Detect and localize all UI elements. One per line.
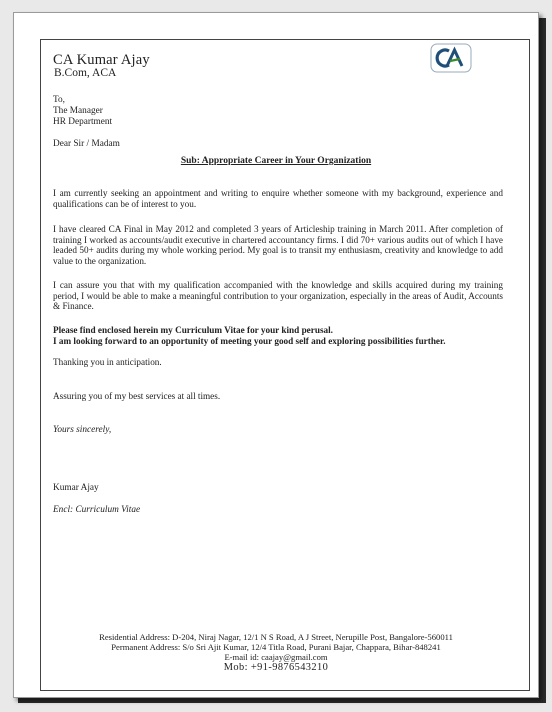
closing: Yours sincerely,	[53, 425, 112, 435]
recipient-line-2: The Manager	[53, 106, 103, 116]
body-paragraph-5: Thanking you in anticipation.	[53, 357, 162, 367]
body-paragraph-3: I can assure you that with my qualification accompanied with the knowledge and skills acquired during my training period, I would be able to make a meaningful contribution to your organization, especially in the areas of Audit, Accounts & Finance.	[53, 280, 503, 312]
body-paragraph-6: Assuring you of my best services at all times.	[53, 391, 221, 401]
permanent-address: Permanent Address: S/o Sri Ajit Kumar, 12/4 Titla Road, Purani Bajar, Chappara, Bihar-848241	[111, 642, 441, 653]
page-shadow-right	[539, 18, 546, 702]
recipient-line-3: HR Department	[53, 117, 113, 127]
body-paragraph-1: I am currently seeking an appointment and writing to enquire whether someone with my background, experience and qualifications can be of interest to you.	[53, 188, 503, 209]
email-line: E-mail id: caajay@gmail.com	[224, 652, 328, 663]
sender-name: CA Kumar Ajay	[53, 52, 150, 68]
enclosure-note: Please find enclosed herein my Curriculum Vitae for your kind perusal.	[53, 325, 333, 335]
enclosure-line: Encl: Curriculum Vitae	[53, 505, 141, 515]
body-paragraph-4	[53, 325, 503, 346]
meeting-request: I am looking forward to an opportunity of meeting your good self and exploring possibilities further.	[53, 335, 446, 346]
ca-logo-icon	[430, 43, 472, 73]
recipient-line-1: To,	[53, 95, 66, 105]
subject-line: Sub: Appropriate Career in Your Organization	[180, 156, 372, 166]
salutation: Dear Sir / Madam	[53, 139, 120, 149]
sender-qualifications: B.Com, ACA	[54, 67, 117, 79]
residential-address: Residential Address: D-204, Niraj Nagar, 12/1 N S Road, A J Street, Nerupille Post, Bangalore-560011	[99, 632, 453, 642]
recipient-block	[53, 95, 112, 128]
body-paragraph-2: I have cleared CA Final in May 2012 and completed 3 years of Articleship training in March 2011. After completion of training I worked as accounts/audit executive in chartered accountancy firms. I did 70+ various audits out of which I have leaded 50+ audits during my whole working period. My goal is to transit my enthusiasm, creativity and knowledge to add value to the organization.	[53, 224, 503, 266]
mobile-line: Mob: +91-9876543210	[223, 661, 329, 673]
signature-name: Kumar Ajay	[53, 483, 99, 493]
footer-contact	[0, 632, 552, 673]
